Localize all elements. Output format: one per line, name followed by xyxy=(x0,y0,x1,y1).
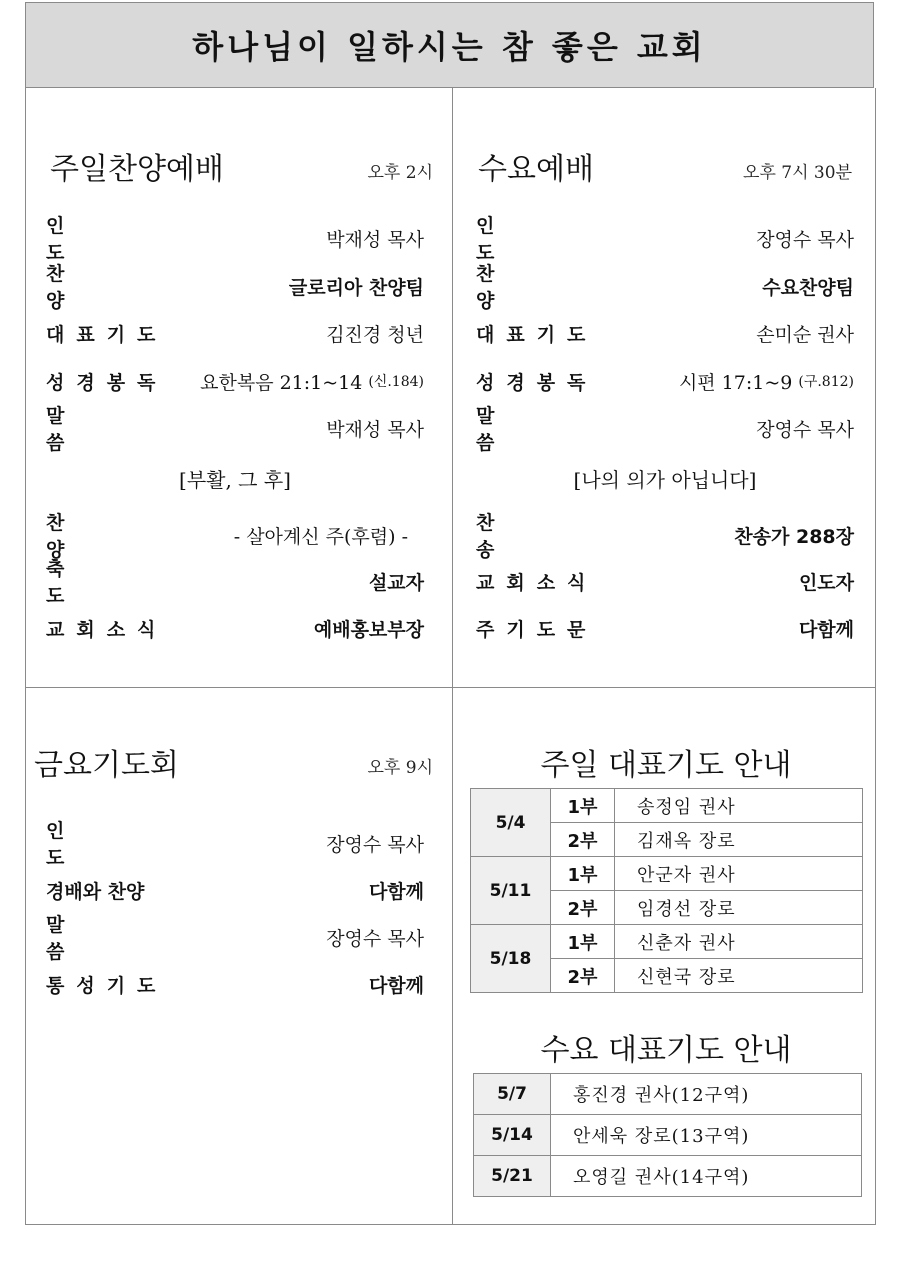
column-divider xyxy=(452,88,453,1225)
order-label xyxy=(46,558,170,607)
order-row xyxy=(46,366,424,396)
order-row xyxy=(476,318,854,348)
date-cell: 5/4 xyxy=(471,789,551,857)
order-value: 박재성 목사 xyxy=(326,418,424,441)
name-cell: 안세욱 장로(13구역) xyxy=(551,1115,862,1156)
row-divider xyxy=(25,687,876,688)
date-cell: 5/21 xyxy=(474,1156,551,1197)
order-label xyxy=(476,263,600,312)
order-label xyxy=(46,366,176,396)
order-label-text: 인도 xyxy=(46,215,153,264)
name-cell: 신춘자 권사 xyxy=(615,925,863,959)
order-label-text: 말씀 xyxy=(476,405,583,454)
order-value: 다함께 xyxy=(798,618,854,641)
order-label-text: 대표기도 xyxy=(46,323,168,346)
order-value: 글로리아 찬양팀 xyxy=(288,276,424,299)
wednesday-prayer-table xyxy=(473,1073,862,1197)
order-value: 인도자 xyxy=(798,571,854,594)
order-row xyxy=(476,405,854,454)
order-label xyxy=(476,512,600,561)
order-value: 장영수 목사 xyxy=(756,418,854,441)
order-row xyxy=(476,512,854,561)
order-row xyxy=(46,512,424,561)
order-row xyxy=(46,318,424,348)
order-row xyxy=(476,215,854,264)
scripture-text: 시편 17:1~9 xyxy=(678,371,793,394)
sermon-title: [부활, 그 후] xyxy=(179,467,291,492)
table-row xyxy=(471,789,863,823)
order-label xyxy=(46,914,170,963)
order-label xyxy=(46,263,170,312)
table-row xyxy=(474,1115,862,1156)
order-label-text: 성경봉독 xyxy=(46,371,168,394)
table-row xyxy=(471,925,863,959)
order-value: 찬송가 288장 xyxy=(734,525,854,548)
order-row xyxy=(46,215,424,264)
order-label-text: 인도 xyxy=(476,215,583,264)
scripture-page: (구.812) xyxy=(798,374,854,390)
order-value: 장영수 목사 xyxy=(326,927,424,950)
order-label xyxy=(46,875,186,905)
order-value: 다함께 xyxy=(368,974,424,997)
order-label xyxy=(46,820,170,869)
order-row xyxy=(46,875,424,905)
order-label-text: 축도 xyxy=(46,558,153,607)
name-cell: 송정임 권사 xyxy=(615,789,863,823)
order-label xyxy=(46,613,170,643)
order-row xyxy=(46,558,424,607)
order-label-text: 경배와 찬양 xyxy=(46,880,145,903)
order-row xyxy=(476,366,854,396)
order-label-text: 찬송 xyxy=(476,512,583,561)
name-cell: 신현국 장로 xyxy=(615,959,863,993)
order-row xyxy=(46,613,424,643)
wednesday-prayer-guide-title: 수요 대표기도 안내 xyxy=(540,1033,792,1068)
table-row xyxy=(471,857,863,891)
name-cell: 안군자 권사 xyxy=(615,857,863,891)
name-cell: 김재옥 장로 xyxy=(615,823,863,857)
sunday-prayer-guide-title: 주일 대표기도 안내 xyxy=(540,748,792,783)
order-row xyxy=(476,566,854,596)
date-cell: 5/7 xyxy=(474,1074,551,1115)
order-value xyxy=(200,366,424,396)
order-label-text: 교회소식 xyxy=(46,618,168,641)
sermon-title: [나의 의가 아닙니다] xyxy=(573,467,757,492)
order-row xyxy=(46,263,424,312)
date-cell: 5/11 xyxy=(471,857,551,925)
order-label xyxy=(46,405,170,454)
order-label-text: 말씀 xyxy=(46,914,153,963)
order-value: 설교자 xyxy=(368,571,424,594)
order-label xyxy=(46,318,170,348)
service-cell: 2부 xyxy=(551,959,615,993)
service-cell: 2부 xyxy=(551,823,615,857)
order-value: 다함께 xyxy=(368,880,424,903)
order-label-text: 대표기도 xyxy=(476,323,598,346)
order-value: 손미순 권사 xyxy=(756,323,854,346)
sunday-worship-title: 주일찬양예배 xyxy=(50,152,224,187)
order-row xyxy=(46,820,424,869)
order-row xyxy=(46,969,424,999)
order-label xyxy=(476,215,600,264)
wednesday-worship-time: 오후 7시 30분 xyxy=(743,163,852,183)
order-row xyxy=(46,914,424,963)
service-cell: 2부 xyxy=(551,891,615,925)
order-value xyxy=(679,366,854,396)
order-label-text: 성경봉독 xyxy=(476,371,598,394)
order-value: 장영수 목사 xyxy=(326,833,424,856)
order-label xyxy=(476,566,600,596)
name-cell: 임경선 장로 xyxy=(615,891,863,925)
service-cell: 1부 xyxy=(551,789,615,823)
name-cell: 오영길 권사(14구역) xyxy=(551,1156,862,1197)
order-label-text: 교회소식 xyxy=(476,571,598,594)
order-label xyxy=(476,366,606,396)
page-title: 하나님이 일하시는 참 좋은 교회 xyxy=(192,28,707,66)
order-label xyxy=(46,215,170,264)
page-header xyxy=(25,2,874,88)
order-value: - 살아계신 주(후렴) - xyxy=(233,525,408,548)
scripture-page: (신.184) xyxy=(368,374,424,390)
order-row xyxy=(476,613,854,643)
order-value: 김진경 청년 xyxy=(326,323,424,346)
order-label-text: 통성기도 xyxy=(46,974,168,997)
scripture-text: 요한복음 21:1~14 xyxy=(200,371,363,394)
order-label-text: 찬양 xyxy=(46,512,153,561)
order-label xyxy=(476,613,600,643)
service-cell: 1부 xyxy=(551,925,615,959)
name-cell: 홍진경 권사(12구역) xyxy=(551,1074,862,1115)
sunday-worship-time: 오후 2시 xyxy=(367,163,433,183)
order-label-text: 말씀 xyxy=(46,405,153,454)
friday-prayer-title: 금요기도회 xyxy=(34,748,179,783)
sunday-prayer-table xyxy=(470,788,863,993)
date-cell: 5/14 xyxy=(474,1115,551,1156)
order-label-text: 주기도문 xyxy=(476,618,598,641)
service-cell: 1부 xyxy=(551,857,615,891)
order-row xyxy=(46,405,424,454)
wednesday-worship-title: 수요예배 xyxy=(478,152,594,187)
table-row xyxy=(474,1156,862,1197)
date-cell: 5/18 xyxy=(471,925,551,993)
friday-prayer-time: 오후 9시 xyxy=(367,758,433,778)
table-row xyxy=(474,1074,862,1115)
order-value: 박재성 목사 xyxy=(326,228,424,251)
order-value: 장영수 목사 xyxy=(756,228,854,251)
order-row xyxy=(476,263,854,312)
order-label xyxy=(476,405,600,454)
order-label xyxy=(46,969,170,999)
order-label xyxy=(46,512,170,561)
order-value: 예배홍보부장 xyxy=(313,618,424,641)
order-label xyxy=(476,318,600,348)
order-label-text: 찬양 xyxy=(476,263,583,312)
order-value: 수요찬양팀 xyxy=(762,276,854,299)
order-label-text: 찬양 xyxy=(46,263,153,312)
order-label-text: 인도 xyxy=(46,820,153,869)
